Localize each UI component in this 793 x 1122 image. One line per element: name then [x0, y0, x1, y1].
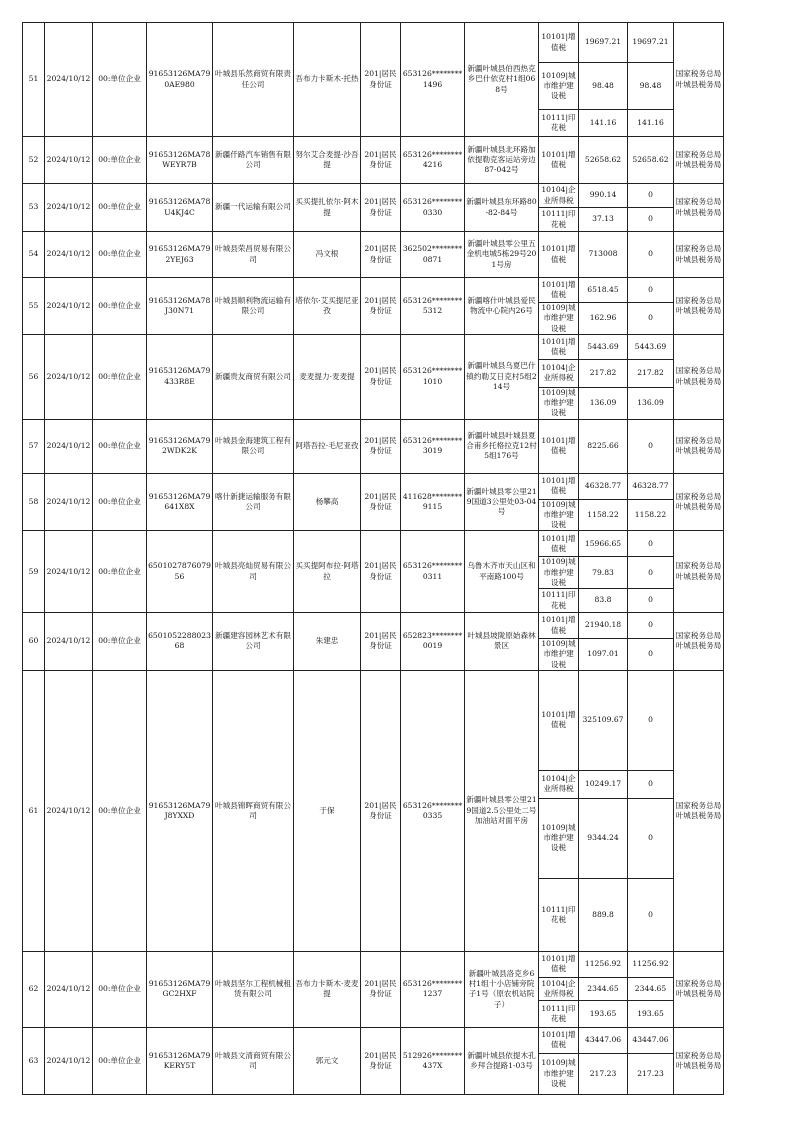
- row-number: 52: [23, 137, 45, 184]
- tax-current: 19697.21: [628, 23, 674, 63]
- id-type: 201|居民身份证: [361, 1027, 401, 1094]
- row-number: 61: [23, 670, 45, 951]
- business-address: 新疆叶城县乌夏巴什镇约勒艾日克村5组214号: [465, 334, 539, 419]
- tax-current: 0: [628, 798, 674, 878]
- tax-current: 0: [628, 419, 674, 473]
- taxpayer-type: 00:单位企业: [93, 670, 147, 951]
- tax-arrears-table: [22, 22, 724, 1095]
- business-address: 新疆喀什叶城县爱民物流中心院内26号: [465, 278, 539, 335]
- tax-authority: 国家税务总局叶城县税务局: [674, 613, 724, 671]
- id-type: 201|居民身份证: [361, 419, 401, 473]
- table-row: [23, 232, 724, 278]
- id-number: 362502********0871: [401, 232, 465, 278]
- tax-item: 10109|城市维护建设税: [539, 798, 579, 878]
- tax-item: 10101|增值税: [539, 419, 579, 473]
- credit-code: 91653126MA78WEYR7B: [147, 137, 213, 184]
- credit-code: 91653126MA78U4KJ4C: [147, 184, 213, 232]
- row-date: 2024/10/12: [45, 419, 93, 473]
- credit-code: 91653126MA78J30N71: [147, 278, 213, 335]
- id-type: 201|居民身份证: [361, 232, 401, 278]
- tax-current: 46328.77: [628, 473, 674, 499]
- row-number: 63: [23, 1027, 45, 1094]
- legal-rep-name: 塔依尔·艾买提尼亚孜: [294, 278, 361, 335]
- business-address: 新疆叶城县零公里219国道3公里处03-04号: [465, 473, 539, 531]
- id-number: 653126********5312: [401, 278, 465, 335]
- legal-rep-name: 吾布力卡斯木·麦麦提: [294, 951, 361, 1027]
- legal-rep-name: 买买提扎依尔·阿木提: [294, 184, 361, 232]
- tax-amount: 1158.22: [579, 499, 628, 531]
- tax-authority: 国家税务总局叶城县税务局: [674, 670, 724, 951]
- table-row: [23, 419, 724, 473]
- row-date: 2024/10/12: [45, 951, 93, 1027]
- table-row: [23, 23, 724, 63]
- tax-item: 10111|印花税: [539, 110, 579, 137]
- tax-item: 10109|城市维护建设税: [539, 387, 579, 419]
- table-row: [23, 670, 724, 770]
- row-date: 2024/10/12: [45, 670, 93, 951]
- row-date: 2024/10/12: [45, 232, 93, 278]
- tax-amount: 21940.18: [579, 613, 628, 639]
- tax-amount: 889.8: [579, 878, 628, 951]
- row-date: 2024/10/12: [45, 334, 93, 419]
- company-name: 叶城县锦晖商贸有限公司: [213, 670, 294, 951]
- tax-item: 10104|企业所得税: [539, 184, 579, 208]
- tax-current: 0: [628, 278, 674, 303]
- legal-rep-name: 买买提阿布拉·阿塔拉: [294, 531, 361, 613]
- id-type: 201|居民身份证: [361, 334, 401, 419]
- row-number: 54: [23, 232, 45, 278]
- row-number: 57: [23, 419, 45, 473]
- legal-rep-name: 于保: [294, 670, 361, 951]
- id-number: 512926********437X: [401, 1027, 465, 1094]
- row-number: 56: [23, 334, 45, 419]
- tax-current: 0: [628, 770, 674, 798]
- tax-item: 10101|增值税: [539, 1027, 579, 1053]
- credit-code: 91653126MA790AE980: [147, 23, 213, 137]
- tax-current: 136.09: [628, 387, 674, 419]
- tax-authority: 国家税务总局叶城县税务局: [674, 23, 724, 137]
- table-row: [23, 334, 724, 359]
- row-number: 59: [23, 531, 45, 613]
- id-type: 201|居民身份证: [361, 184, 401, 232]
- row-number: 60: [23, 613, 45, 671]
- legal-rep-name: 吾布力卡斯木·托热: [294, 23, 361, 137]
- company-name: 新疆仟路汽车销售有限公司: [213, 137, 294, 184]
- table-row: [23, 278, 724, 303]
- tax-item: 10101|增值税: [539, 23, 579, 63]
- tax-current: 217.23: [628, 1053, 674, 1094]
- tax-authority: 国家税务总局叶城县税务局: [674, 137, 724, 184]
- company-name: 喀什新捷运输服务有限公司: [213, 473, 294, 531]
- tax-authority: 国家税务总局叶城县税务局: [674, 184, 724, 232]
- taxpayer-type: 00:单位企业: [93, 951, 147, 1027]
- tax-item: 10109|城市维护建设税: [539, 303, 579, 335]
- credit-code: 650105228802368: [147, 613, 213, 671]
- id-type: 201|居民身份证: [361, 670, 401, 951]
- legal-rep-name: 麦麦提力·麦麦提: [294, 334, 361, 419]
- taxpayer-type: 00:单位企业: [93, 184, 147, 232]
- tax-item: 10109|城市维护建设税: [539, 63, 579, 110]
- tax-item: 10109|城市维护建设税: [539, 1053, 579, 1094]
- id-number: 653126********0311: [401, 531, 465, 613]
- taxpayer-type: 00:单位企业: [93, 419, 147, 473]
- tax-amount: 19697.21: [579, 23, 628, 63]
- company-name: 叶城县荣昌贸易有限公司: [213, 232, 294, 278]
- row-date: 2024/10/12: [45, 531, 93, 613]
- row-number: 53: [23, 184, 45, 232]
- tax-item: 10111|印花税: [539, 589, 579, 613]
- business-address: 新疆叶城县洛克乡6村1组十小店铺旁院子1号（原农机站院子）: [465, 951, 539, 1027]
- business-address: 新疆叶城县依提木孔乡拜合提路1-03号: [465, 1027, 539, 1094]
- tax-current: 43447.06: [628, 1027, 674, 1053]
- taxpayer-type: 00:单位企业: [93, 334, 147, 419]
- tax-current: 0: [628, 670, 674, 770]
- credit-code: 91653126MA79GC2HXF: [147, 951, 213, 1027]
- tax-current: 98.48: [628, 63, 674, 110]
- tax-current: 0: [628, 878, 674, 951]
- tax-amount: 162.96: [579, 303, 628, 335]
- taxpayer-type: 00:单位企业: [93, 531, 147, 613]
- business-address: 叶城县坡陇原始森林景区: [465, 613, 539, 671]
- legal-rep-name: 郭元文: [294, 1027, 361, 1094]
- company-name: 叶城县顺利物流运输有限公司: [213, 278, 294, 335]
- credit-code: 91653126MA79433R8E: [147, 334, 213, 419]
- tax-amount: 79.83: [579, 557, 628, 589]
- tax-item: 10104|企业所得税: [539, 977, 579, 1000]
- tax-item: 10104|企业所得税: [539, 359, 579, 387]
- tax-amount: 5443.69: [579, 334, 628, 359]
- tax-amount: 52658.62: [579, 137, 628, 184]
- credit-code: 91653126MA79641X8X: [147, 473, 213, 531]
- credit-code: 650102787607956: [147, 531, 213, 613]
- tax-current: 0: [628, 613, 674, 639]
- tax-authority: 国家税务总局叶城县税务局: [674, 278, 724, 335]
- credit-code: 91653126MA792YEJ63: [147, 232, 213, 278]
- table-row: [23, 1027, 724, 1053]
- business-address: 新疆叶城县叶城县夏合甫乡托格拉克12村5组176号: [465, 419, 539, 473]
- tax-item: 10101|增值税: [539, 613, 579, 639]
- tax-item: 10101|增值税: [539, 278, 579, 303]
- table-row: [23, 613, 724, 639]
- tax-amount: 9344.24: [579, 798, 628, 878]
- credit-code: 91653126MA79J8YXXD: [147, 670, 213, 951]
- tax-amount: 193.65: [579, 1000, 628, 1027]
- company-name: 新疆一代运输有限公司: [213, 184, 294, 232]
- taxpayer-type: 00:单位企业: [93, 232, 147, 278]
- company-name: 叶城县乐然商贸有限责任公司: [213, 23, 294, 137]
- row-number: 51: [23, 23, 45, 137]
- table-row: [23, 184, 724, 208]
- id-type: 201|居民身份证: [361, 613, 401, 671]
- tax-current: 141.16: [628, 110, 674, 137]
- table-row: [23, 951, 724, 977]
- id-number: 652823********0019: [401, 613, 465, 671]
- tax-item: 10111|印花税: [539, 878, 579, 951]
- id-type: 201|居民身份证: [361, 473, 401, 531]
- tax-current: 2344.65: [628, 977, 674, 1000]
- tax-item: 10109|城市维护建设税: [539, 557, 579, 589]
- tax-current: 0: [628, 557, 674, 589]
- tax-item: 10101|增值税: [539, 334, 579, 359]
- tax-item: 10109|城市维护建设税: [539, 499, 579, 531]
- business-address: 新疆叶城县东环路80-82-84号: [465, 184, 539, 232]
- tax-item: 10101|增值税: [539, 531, 579, 557]
- tax-amount: 713008: [579, 232, 628, 278]
- tax-amount: 15966.65: [579, 531, 628, 557]
- id-type: 201|居民身份证: [361, 23, 401, 137]
- id-type: 201|居民身份证: [361, 278, 401, 335]
- tax-item: 10101|增值税: [539, 473, 579, 499]
- taxpayer-type: 00:单位企业: [93, 473, 147, 531]
- tax-current: 193.65: [628, 1000, 674, 1027]
- credit-code: 91653126MA792WDK2K: [147, 419, 213, 473]
- company-name: 叶城县金海建筑工程有限公司: [213, 419, 294, 473]
- tax-amount: 990.14: [579, 184, 628, 208]
- tax-current: 217.82: [628, 359, 674, 387]
- row-number: 55: [23, 278, 45, 335]
- row-date: 2024/10/12: [45, 184, 93, 232]
- row-date: 2024/10/12: [45, 473, 93, 531]
- tax-amount: 11256.92: [579, 951, 628, 977]
- business-address: 新疆叶城县伯西热克乡巴什依克村1组068号: [465, 23, 539, 137]
- tax-current: 11256.92: [628, 951, 674, 977]
- id-type: 201|居民身份证: [361, 531, 401, 613]
- tax-current: 0: [628, 531, 674, 557]
- tax-current: 0: [628, 639, 674, 671]
- id-number: 653126********0335: [401, 670, 465, 951]
- tax-amount: 43447.06: [579, 1027, 628, 1053]
- tax-current: 0: [628, 589, 674, 613]
- tax-current: 5443.69: [628, 334, 674, 359]
- tax-item: 10111|印花税: [539, 1000, 579, 1027]
- tax-authority: 国家税务总局叶城县税务局: [674, 419, 724, 473]
- id-type: 201|居民身份证: [361, 137, 401, 184]
- tax-authority: 国家税务总局叶城县税务局: [674, 1027, 724, 1094]
- tax-current: 0: [628, 303, 674, 335]
- tax-authority: 国家税务总局叶城县税务局: [674, 473, 724, 531]
- row-date: 2024/10/12: [45, 278, 93, 335]
- tax-item: 10104|企业所得税: [539, 770, 579, 798]
- tax-authority: 国家税务总局叶城县税务局: [674, 334, 724, 419]
- table-row: [23, 137, 724, 184]
- tax-current: 1158.22: [628, 499, 674, 531]
- company-name: 叶城县文清商贸有限公司: [213, 1027, 294, 1094]
- legal-rep-name: 阿塔吾拉·毛尼亚孜: [294, 419, 361, 473]
- tax-item: 10111|印花税: [539, 208, 579, 232]
- legal-rep-name: 杨攀高: [294, 473, 361, 531]
- business-address: 新疆叶城县北环路加依提勒克客运站旁边87-042号: [465, 137, 539, 184]
- tax-current: 0: [628, 232, 674, 278]
- business-address: 乌鲁木齐市天山区和平南路100号: [465, 531, 539, 613]
- tax-amount: 6518.45: [579, 278, 628, 303]
- tax-authority: 国家税务总局叶城县税务局: [674, 232, 724, 278]
- tax-amount: 136.09: [579, 387, 628, 419]
- row-date: 2024/10/12: [45, 613, 93, 671]
- row-date: 2024/10/12: [45, 1027, 93, 1094]
- tax-item: 10101|增值税: [539, 232, 579, 278]
- legal-rep-name: 朱建忠: [294, 613, 361, 671]
- tax-item: 10101|增值税: [539, 670, 579, 770]
- company-name: 叶城县坚尔工程机械租赁有限公司: [213, 951, 294, 1027]
- tax-amount: 83.8: [579, 589, 628, 613]
- business-address: 新疆叶城县零公里五金机电城5栋29号201号房: [465, 232, 539, 278]
- id-number: 653126********1496: [401, 23, 465, 137]
- tax-amount: 8225.66: [579, 419, 628, 473]
- tax-current: 0: [628, 208, 674, 232]
- id-number: 653126********0330: [401, 184, 465, 232]
- row-date: 2024/10/12: [45, 23, 93, 137]
- tax-amount: 2344.65: [579, 977, 628, 1000]
- id-number: 653126********1237: [401, 951, 465, 1027]
- company-name: 叶城县亮灿贸易有限公司: [213, 531, 294, 613]
- table-row: [23, 473, 724, 499]
- id-number: 653126********1010: [401, 334, 465, 419]
- tax-amount: 141.16: [579, 110, 628, 137]
- company-name: 新疆贵友商贸有限公司: [213, 334, 294, 419]
- id-type: 201|居民身份证: [361, 951, 401, 1027]
- tax-current: 0: [628, 184, 674, 208]
- row-number: 62: [23, 951, 45, 1027]
- legal-rep-name: 努尔艾合麦提·沙吾提: [294, 137, 361, 184]
- tax-amount: 1097.01: [579, 639, 628, 671]
- taxpayer-type: 00:单位企业: [93, 23, 147, 137]
- business-address: 新疆叶城县零公里219国道2.5公里处二号加油站对面平房: [465, 670, 539, 951]
- taxpayer-type: 00:单位企业: [93, 137, 147, 184]
- id-number: 653126********3019: [401, 419, 465, 473]
- taxpayer-type: 00:单位企业: [93, 613, 147, 671]
- taxpayer-type: 00:单位企业: [93, 1027, 147, 1094]
- tax-amount: 217.82: [579, 359, 628, 387]
- tax-amount: 325109.67: [579, 670, 628, 770]
- tax-item: 10109|城市维护建设税: [539, 639, 579, 671]
- id-number: 411628********9115: [401, 473, 465, 531]
- tax-current: 52658.62: [628, 137, 674, 184]
- credit-code: 91653126MA79KERY5T: [147, 1027, 213, 1094]
- tax-amount: 37.13: [579, 208, 628, 232]
- row-number: 58: [23, 473, 45, 531]
- tax-authority: 国家税务总局叶城县税务局: [674, 531, 724, 613]
- tax-amount: 98.48: [579, 63, 628, 110]
- taxpayer-type: 00:单位企业: [93, 278, 147, 335]
- tax-item: 10101|增值税: [539, 137, 579, 184]
- tax-authority: 国家税务总局叶城县税务局: [674, 951, 724, 1027]
- tax-amount: 217.23: [579, 1053, 628, 1094]
- legal-rep-name: 冯文根: [294, 232, 361, 278]
- company-name: 新疆建容园林艺术有限公司: [213, 613, 294, 671]
- id-number: 653126********4216: [401, 137, 465, 184]
- tax-amount: 10249.17: [579, 770, 628, 798]
- tax-amount: 46328.77: [579, 473, 628, 499]
- table-row: [23, 531, 724, 557]
- row-date: 2024/10/12: [45, 137, 93, 184]
- tax-item: 10101|增值税: [539, 951, 579, 977]
